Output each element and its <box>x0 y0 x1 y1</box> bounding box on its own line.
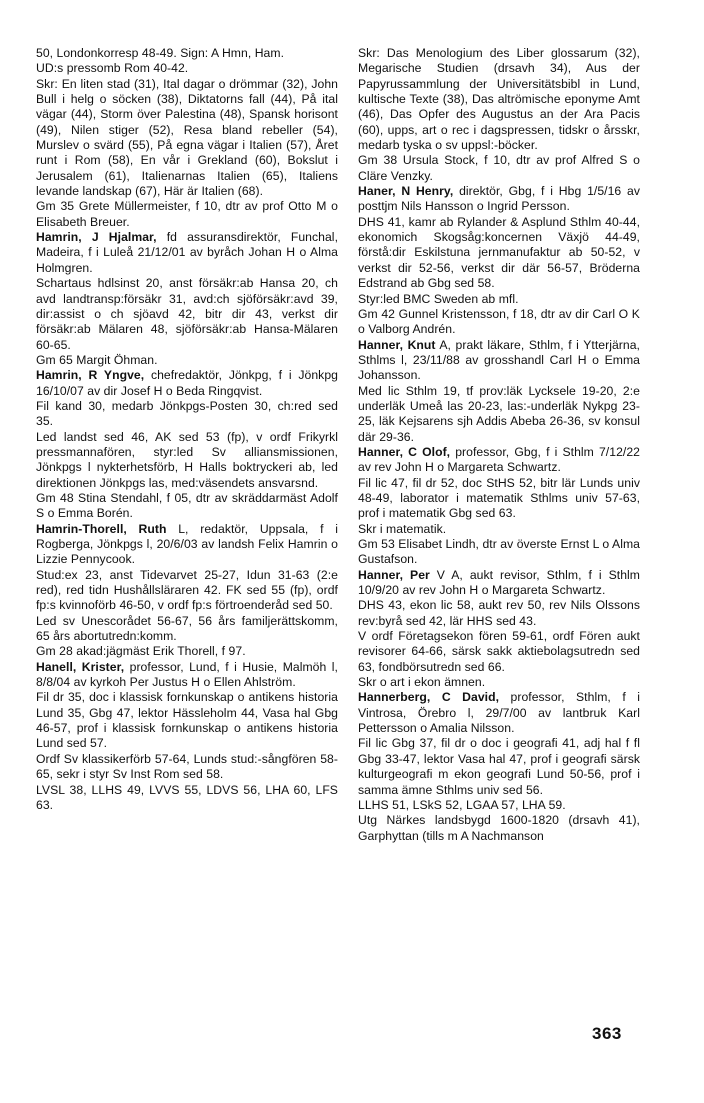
entry-paragraph <box>36 614 338 645</box>
entry-name: Hamrin, J Hjalmar, <box>36 230 157 245</box>
entry-text: Styr:led BMC Sweden ab mfl. <box>358 291 519 306</box>
entry-paragraph <box>358 307 640 338</box>
entry-name: Haner, N Henry, <box>358 184 454 199</box>
entry-text: DHS 43, ekon lic 58, aukt rev 50, rev Nils Olssons rev:byrå sed 42, lär HHS sed 43. <box>358 598 640 628</box>
entry-text: Led landst sed 46, AK sed 53 (fp), v ordf Frikyrkl pressmannafören, styr:led Sv alliansmissionen, Jönkpgs l nykterhetsförb, H Halls boktryckeri ab, led direktionen Jönkpgs las, med:väsendets ansvarsnd. <box>36 429 338 490</box>
entry-paragraph <box>36 276 338 353</box>
entry-text: LLHS 51, LSkS 52, LGAA 57, LHA 59. <box>358 797 566 812</box>
entry-paragraph <box>36 199 338 230</box>
entry-name: Hanner, C Olof, <box>358 444 451 459</box>
entry-paragraph <box>358 153 640 184</box>
entry-name: Hanner, Knut <box>358 337 436 352</box>
biography-entry <box>358 338 640 384</box>
entry-text: Stud:ex 23, anst Tidevarvet 25-27, Idun 31-63 (2:e red), red tidn Hushållsläraren 42. FK sed 55 (fp), ordf fp:s kvinnoförb 46-50, v ordf fp:s förtroenderåd sed 50. <box>36 567 338 613</box>
entry-name: Hannerberg, C David, <box>358 690 500 705</box>
page-number: 363 <box>592 1024 622 1043</box>
entry-paragraph <box>36 568 338 614</box>
entry-paragraph <box>358 629 640 675</box>
left-column <box>36 46 338 813</box>
biography-entry <box>358 445 640 476</box>
entry-paragraph <box>36 491 338 522</box>
entry-text: Fil dr 35, doc i klassisk fornkunskap o antikens historia Lund 35, Gbg 47, lektor Hässleholm 44, Vasa hal Gbg 46-57, prof i klassisk fornkunskap o antikens historia Lund sed 57. <box>36 690 338 751</box>
entry-paragraph <box>36 77 338 200</box>
entry-paragraph <box>36 353 338 368</box>
biography-entry <box>358 568 640 599</box>
entry-paragraph <box>358 813 640 844</box>
entry-paragraph <box>36 46 338 61</box>
entry-name: Hanell, Krister, <box>36 659 125 674</box>
entry-text: DHS 41, kamr ab Rylander & Asplund Sthlm 40-44, ekonomich Skogsåg:koncernen Växjö 44-49, förstå:dir Eskilstuna jernmanufaktur ab 50-52, v verkst dir 52-56, verkst dir där 56-57, Bröderna Edstrand ab Gbg sed 58. <box>358 214 640 291</box>
entry-text: Schartaus hdlsinst 20, anst försäkr:ab Hansa 20, ch avd landtransp:försäkr 31, avd:ch sjöförsäkr:avd 39, dir:assist o ch sjöavd 42, bitr dir 43, verkst dir försäkr:ab Mälaren 48, sjöförsäkr:ab Hansa-Mälaren 60-65. <box>36 276 338 352</box>
entry-text: Gm 65 Margit Öhman. <box>36 352 158 367</box>
entry-text: Ordf Sv klassikerförb 57-64, Lunds stud:-sångfören 58-65, sekr i styr Sv Inst Rom sed 58. <box>36 751 338 782</box>
entry-paragraph <box>358 292 640 307</box>
entry-paragraph <box>358 537 640 568</box>
entry-paragraph <box>358 798 640 813</box>
entry-text: L, redaktör, Uppsala, f i Rogberga, Jönkpgs l, 20/6/03 av landsh Felix Hamrin o Lizzie Pennycook. <box>36 521 338 567</box>
entry-name: Hamrin, R Yngve, <box>36 368 145 383</box>
entry-text: V ordf Företagsekon fören 59-61, ordf Fören aukt revisorer 64-66, särsk sakk aktiebolagsutredn sed 63, fondbörsutredn sed 66. <box>358 629 640 674</box>
entry-text: direktör, Gbg, f i Hbg 1/5/16 av posttjm Nils Hansson o Ingrid Persson. <box>358 184 641 214</box>
entry-text: A, prakt läkare, Sthlm, f i Ytterjärna, Sthlms l, 23/11/88 av grosshandl Carl H o Emma Johansson. <box>358 337 640 383</box>
entry-text: fd assuransdirektör, Funchal, Madeira, f i Luleå 21/12/01 av byråch Johan H o Alma Holmgren. <box>36 230 339 275</box>
entry-text: Gm 48 Stina Stendahl, f 05, dtr av skräddarmäst Adolf S o Emma Borén. <box>36 490 338 521</box>
entry-paragraph <box>358 675 640 690</box>
entry-text: Fil kand 30, medarb Jönkpgs-Posten 30, ch:red sed 35. <box>36 398 338 429</box>
biography-entry <box>358 690 640 736</box>
entry-paragraph <box>36 752 338 783</box>
entry-text: chefredaktör, Jönkpg, f i Jönkpg 16/10/07 av dir Josef H o Beda Ringqvist. <box>36 368 338 398</box>
entry-text: LVSL 38, LLHS 49, LVVS 55, LDVS 56, LHA 60, LFS 63. <box>36 782 338 812</box>
entry-paragraph <box>36 430 338 491</box>
entry-text: Led sv Unescorådet 56-67, 56 års familjerättskomm, 65 års abortutredn:komm. <box>36 613 338 644</box>
entry-paragraph <box>36 783 338 814</box>
entry-text: Gm 35 Grete Müllermeister, f 10, dtr av prof Otto M o Elisabeth Breuer. <box>36 199 338 229</box>
entry-text: Gm 38 Ursula Stock, f 10, dtr av prof Alfred S o Cläre Venzky. <box>358 153 640 183</box>
entry-paragraph <box>36 644 338 659</box>
biography-entry <box>358 184 640 215</box>
entry-text: Med lic Sthlm 19, tf prov:läk Lycksele 19-20, 2:e underläk Umeå las 20-23, las:-underläk Nykpg 23-25, läk Kejsarens sjh Addis Abeba 26-36, sv konsul där 29-36. <box>358 383 640 444</box>
entry-text: Fil lic Gbg 37, fil dr o doc i geografi 41, adj hal f fl Gbg 33-47, lektor Vasa hal 47, prof i geografi särsk kulturgeografi m ekon geografi Lund 50-56, prof i samma ämne Sthlms univ sed 56. <box>358 736 640 797</box>
entry-paragraph <box>36 61 338 76</box>
entry-text: Gm 53 Elisabet Lindh, dtr av överste Ernst L o Alma Gustafson. <box>358 537 640 567</box>
entry-text: Skr: Das Menologium des Liber glossarum (32), Megarische Studien (drsavh 34), Aus der Papyrussammlung der Universitätsbibl in Lund, kultische Texte (38), Das altrömische eponyme Amt (46), Das Opfer des Augustus an der Ara Pacis (60), upps, art o rec i dagspressen, tidskr o årsskr, medarb tyska o sv uppsl:-böcker. <box>358 46 640 153</box>
entry-paragraph <box>36 690 338 751</box>
biography-entry <box>36 660 338 691</box>
entry-text: Gm 28 akad:jägmäst Erik Thorell, f 97. <box>36 644 246 659</box>
entry-paragraph <box>358 736 640 797</box>
entry-paragraph <box>358 384 640 445</box>
entry-text: V A, aukt revisor, Sthlm, f i Sthlm 10/9/20 av rev John H o Margareta Schwartz. <box>358 567 640 598</box>
entry-paragraph <box>358 598 640 629</box>
biography-entry <box>36 368 338 399</box>
entry-text: Fil lic 47, fil dr 52, doc StHS 52, bitr lär Lunds univ 48-49, laborator i matematik Sthlms univ 57-63, prof i matematik Gbg sed 63. <box>358 475 640 521</box>
entry-text: Gm 42 Gunnel Kristensson, f 18, dtr av dir Carl O K o Valborg Andrén. <box>358 306 640 337</box>
entry-paragraph <box>358 215 640 292</box>
biography-entry <box>36 522 338 568</box>
biography-entry <box>36 230 338 276</box>
entry-name: Hamrin-Thorell, Ruth <box>36 521 167 536</box>
entry-text: professor, Gbg, f i Sthlm 7/12/22 av rev John H o Margareta Schwartz. <box>358 444 640 475</box>
entry-text: Skr o art i ekon ämnen. <box>358 675 486 690</box>
right-column <box>358 46 640 844</box>
entry-paragraph <box>358 476 640 522</box>
entry-paragraph <box>36 399 338 430</box>
entry-text: professor, Lund, f i Husie, Malmöh l, 8/8/04 av kyrkoh Per Justus H o Ellen Ahlström. <box>36 659 338 690</box>
entry-paragraph <box>358 522 640 537</box>
entry-text: Skr i matematik. <box>358 521 447 536</box>
entry-text: Utg Närkes landsbygd 1600-1820 (drsavh 41), Garphyttan (tills m A Nachmanson <box>358 813 640 843</box>
entry-text: UD:s pressomb Rom 40-42. <box>36 61 189 76</box>
entry-text: Skr: En liten stad (31), Ital dagar o drömmar (32), John Bull i helg o söcken (38), Diktatorns fall (44), På ital vägar (44), Storm över Palestina (48), Spansk horisont (49), Nilen stiger (52), Resa bland rebeller (54), Murslev o svärd (55), På egna vägar i Italien (57), Året runt i Rom (58), En vår i Grekland (60), Bokslut i Jerusalem (61), Italienarnas Italien (65), Italiens levande landskap (67), Här är Italien (68). <box>36 76 338 199</box>
entry-name: Hanner, Per <box>358 567 430 582</box>
entry-paragraph <box>358 46 640 153</box>
entry-text: professor, Sthlm, f i Vintrosa, Örebro l, 29/7/00 av lantbruk Karl Pettersson o Amalia Nilsson. <box>358 690 641 736</box>
entry-text: 50, Londonkorresp 48-49. Sign: A Hmn, Ham. <box>36 46 285 60</box>
